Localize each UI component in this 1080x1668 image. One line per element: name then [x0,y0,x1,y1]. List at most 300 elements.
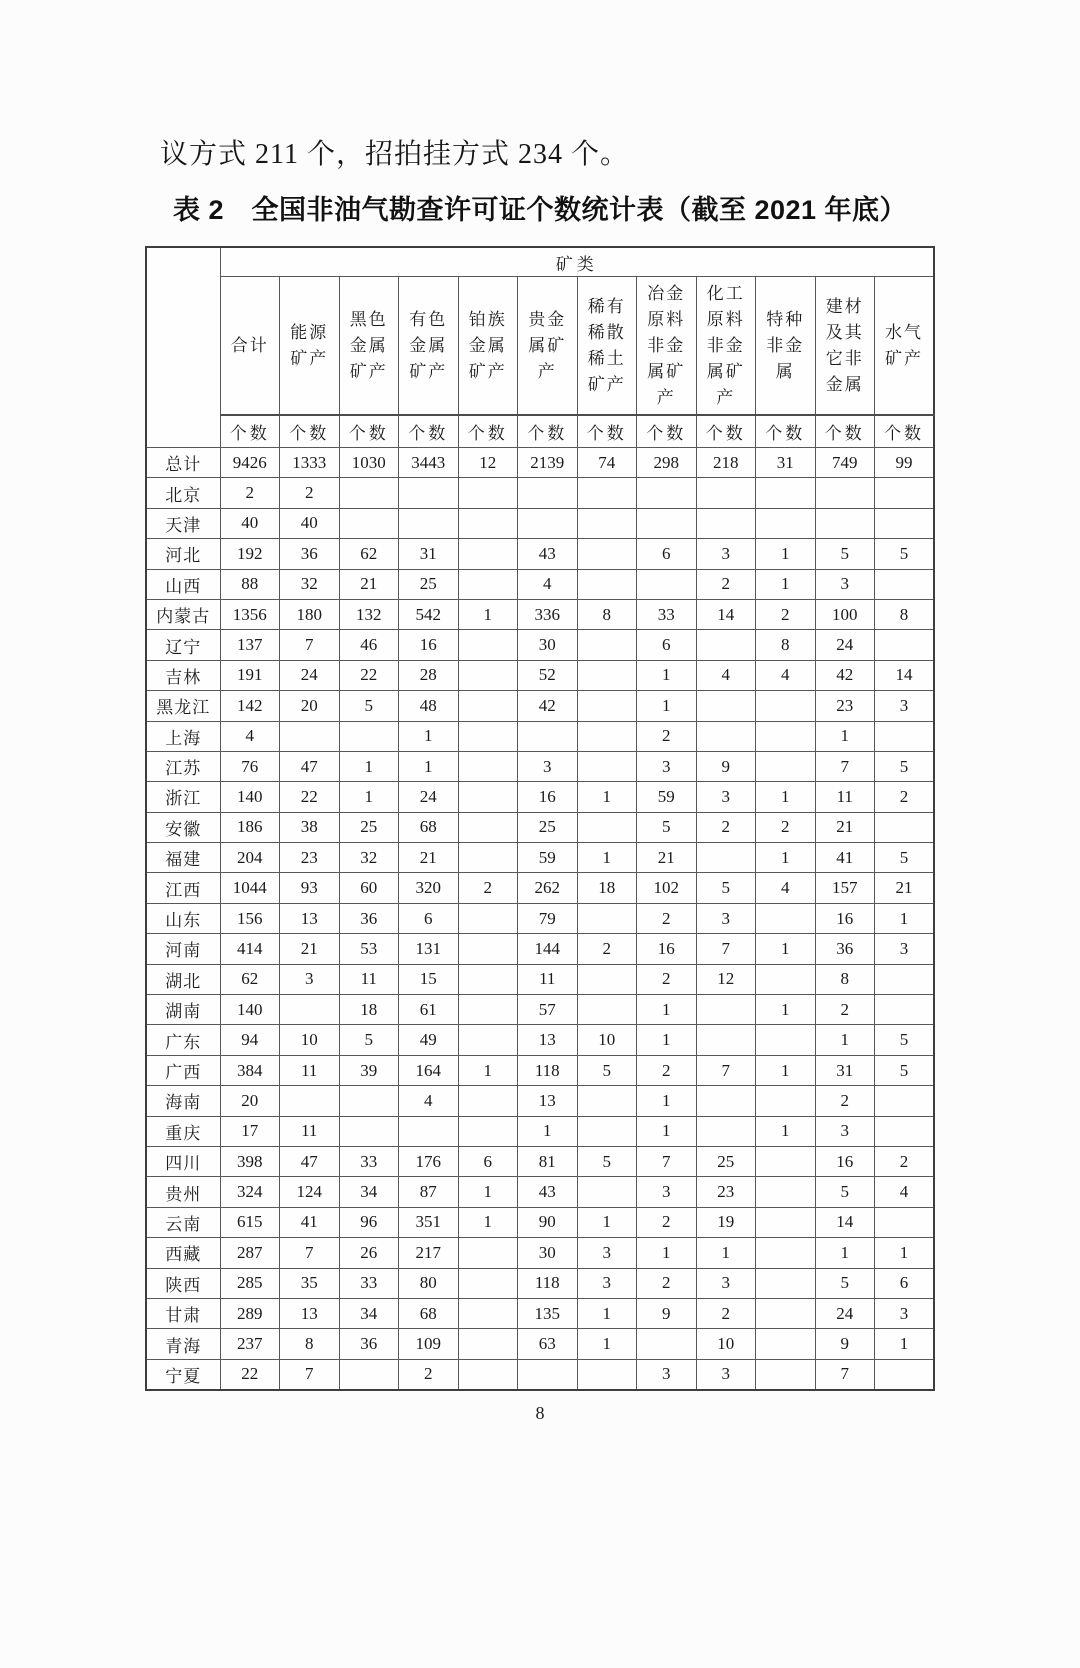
data-cell [756,1268,816,1298]
data-cell: 1 [756,843,816,873]
data-cell: 298 [637,448,697,478]
column-header: 有色金属矿产 [399,277,459,416]
data-cell: 5 [577,1055,637,1085]
data-cell: 3 [875,691,935,721]
data-cell: 36 [339,1329,399,1359]
data-cell: 23 [280,843,340,873]
data-cell: 1030 [339,448,399,478]
row-label: 江西 [146,873,220,903]
row-label: 云南 [146,1207,220,1237]
data-cell [756,1086,816,1116]
data-cell: 3 [280,964,340,994]
unit-label: 个数 [339,415,399,448]
data-cell: 16 [815,1146,875,1176]
data-cell: 109 [399,1329,459,1359]
data-cell: 11 [280,1055,340,1085]
data-cell: 1 [399,751,459,781]
data-cell [696,995,756,1025]
data-cell: 11 [280,1116,340,1146]
data-cell: 1 [815,1025,875,1055]
data-cell [339,478,399,508]
data-cell: 2 [637,1268,697,1298]
data-cell: 1 [339,751,399,781]
data-cell: 38 [280,812,340,842]
row-label: 海南 [146,1086,220,1116]
data-cell [458,964,518,994]
data-cell [756,903,816,933]
data-cell: 100 [815,599,875,629]
data-cell: 102 [637,873,697,903]
data-cell [280,1086,340,1116]
data-cell [577,964,637,994]
row-label: 陕西 [146,1268,220,1298]
data-cell [458,903,518,933]
data-cell: 2 [696,1298,756,1328]
data-cell: 87 [399,1177,459,1207]
data-cell: 5 [815,539,875,569]
data-cell [756,508,816,538]
data-cell [458,1025,518,1055]
data-cell [458,1359,518,1389]
data-cell: 22 [280,782,340,812]
data-cell [696,843,756,873]
data-cell: 7 [696,934,756,964]
data-cell: 2139 [518,448,578,478]
data-cell: 13 [518,1025,578,1055]
data-cell: 20 [220,1086,280,1116]
table-row [146,782,934,812]
data-cell: 3 [696,1359,756,1389]
group-header-row [146,247,934,277]
data-cell: 13 [280,903,340,933]
data-cell: 132 [339,599,399,629]
data-cell: 41 [280,1207,340,1237]
data-cell: 10 [280,1025,340,1055]
data-cell: 14 [815,1207,875,1237]
data-cell: 1 [875,903,935,933]
data-cell: 13 [518,1086,578,1116]
data-cell: 6 [458,1146,518,1176]
data-cell: 6 [399,903,459,933]
row-label: 河南 [146,934,220,964]
row-label: 内蒙古 [146,599,220,629]
data-cell [756,721,816,751]
data-cell: 31 [399,539,459,569]
data-cell: 262 [518,873,578,903]
data-cell [875,812,935,842]
data-cell: 5 [815,1177,875,1207]
data-cell: 1 [577,843,637,873]
table-row [146,964,934,994]
data-cell: 157 [815,873,875,903]
data-cell: 5 [875,751,935,781]
data-cell [280,995,340,1025]
data-cell [577,660,637,690]
data-cell: 33 [637,599,697,629]
data-cell: 26 [339,1238,399,1268]
data-cell: 42 [518,691,578,721]
data-cell: 41 [815,843,875,873]
data-cell: 7 [815,1359,875,1389]
data-cell [399,1116,459,1146]
data-cell: 192 [220,539,280,569]
data-cell [280,721,340,751]
row-label: 辽宁 [146,630,220,660]
data-cell: 3 [577,1268,637,1298]
table-row [146,1238,934,1268]
unit-label: 个数 [220,415,280,448]
data-cell: 24 [280,660,340,690]
row-label: 上海 [146,721,220,751]
data-cell [875,1207,935,1237]
data-cell [518,721,578,751]
data-cell: 1 [458,1055,518,1085]
data-cell: 22 [339,660,399,690]
data-cell: 36 [339,903,399,933]
data-cell: 40 [220,508,280,538]
table-row [146,448,934,478]
data-cell: 3 [696,782,756,812]
data-cell: 2 [577,934,637,964]
table-row [146,1268,934,1298]
data-cell [756,1359,816,1389]
data-cell [756,1238,816,1268]
row-label: 宁夏 [146,1359,220,1389]
data-cell: 1 [637,1238,697,1268]
column-header: 建材及其它非金属 [815,277,875,416]
column-header: 冶金原料非金属矿产 [637,277,697,416]
data-cell: 351 [399,1207,459,1237]
data-cell: 59 [518,843,578,873]
data-cell [577,539,637,569]
row-label: 安徽 [146,812,220,842]
data-cell: 68 [399,1298,459,1328]
data-cell [875,1116,935,1146]
data-cell: 2 [280,478,340,508]
data-cell: 47 [280,751,340,781]
data-cell: 10 [696,1329,756,1359]
table-row [146,508,934,538]
data-cell: 6 [875,1268,935,1298]
data-cell [875,721,935,751]
row-label: 浙江 [146,782,220,812]
data-cell: 21 [875,873,935,903]
data-cell [756,1177,816,1207]
data-cell: 1 [518,1116,578,1146]
data-cell: 31 [756,448,816,478]
data-cell [458,1268,518,1298]
data-cell [458,1329,518,1359]
data-cell: 11 [518,964,578,994]
data-cell [637,508,697,538]
data-cell: 4 [756,660,816,690]
data-cell [458,751,518,781]
data-cell: 16 [518,782,578,812]
data-cell: 47 [280,1146,340,1176]
column-header: 合计 [220,277,280,416]
data-cell [458,782,518,812]
data-cell [339,1086,399,1116]
data-cell: 15 [399,964,459,994]
data-cell: 20 [280,691,340,721]
corner-cell [146,247,220,448]
data-cell: 2 [696,812,756,842]
data-cell: 48 [399,691,459,721]
table-row [146,843,934,873]
data-cell: 1 [458,599,518,629]
data-cell [637,478,697,508]
data-cell: 542 [399,599,459,629]
data-cell: 59 [637,782,697,812]
column-header: 化工原料非金属矿产 [696,277,756,416]
data-cell [875,569,935,599]
row-label: 四川 [146,1146,220,1176]
data-cell: 21 [339,569,399,599]
row-label: 江苏 [146,751,220,781]
data-cell [756,1298,816,1328]
data-cell: 76 [220,751,280,781]
data-cell: 25 [339,812,399,842]
data-cell [577,751,637,781]
data-cell: 53 [339,934,399,964]
data-cell: 1 [339,782,399,812]
data-cell: 2 [815,1086,875,1116]
intro-paragraph: 议方式 211 个，招拍挂方式 234 个。 [160,139,629,170]
data-cell [458,1086,518,1116]
table-row [146,995,934,1025]
data-cell: 4 [220,721,280,751]
data-cell: 1 [815,1238,875,1268]
data-cell [518,1359,578,1389]
license-stats-table [145,246,935,1391]
data-cell: 3 [875,1298,935,1328]
data-cell: 2 [815,995,875,1025]
column-header: 能源矿产 [280,277,340,416]
data-cell: 4 [756,873,816,903]
data-cell: 2 [756,599,816,629]
data-cell: 1 [756,934,816,964]
data-cell: 2 [637,964,697,994]
data-cell: 7 [696,1055,756,1085]
data-cell: 18 [339,995,399,1025]
data-cell: 10 [577,1025,637,1055]
data-cell: 204 [220,843,280,873]
data-cell [458,691,518,721]
row-label: 甘肃 [146,1298,220,1328]
unit-label: 个数 [280,415,340,448]
data-cell: 23 [696,1177,756,1207]
table-row [146,1329,934,1359]
data-cell [756,1207,816,1237]
data-cell [458,478,518,508]
data-cell: 124 [280,1177,340,1207]
data-cell: 191 [220,660,280,690]
unit-label: 个数 [815,415,875,448]
data-cell: 5 [577,1146,637,1176]
data-cell: 93 [280,873,340,903]
data-cell: 60 [339,873,399,903]
data-cell: 2 [696,569,756,599]
data-cell: 7 [637,1146,697,1176]
data-cell: 9 [637,1298,697,1328]
row-label: 湖北 [146,964,220,994]
data-cell: 18 [577,873,637,903]
data-cell: 3 [577,1238,637,1268]
data-cell: 3 [815,1116,875,1146]
data-cell: 17 [220,1116,280,1146]
data-cell [577,1177,637,1207]
data-cell: 3 [875,934,935,964]
data-cell: 1 [399,721,459,751]
data-cell: 57 [518,995,578,1025]
data-cell: 61 [399,995,459,1025]
data-cell: 32 [280,569,340,599]
data-cell [458,843,518,873]
data-cell: 142 [220,691,280,721]
data-cell: 1356 [220,599,280,629]
table-row [146,691,934,721]
data-cell: 21 [399,843,459,873]
data-cell: 25 [518,812,578,842]
data-cell: 1 [756,1055,816,1085]
data-cell [458,630,518,660]
row-label: 总计 [146,448,220,478]
data-cell: 7 [815,751,875,781]
data-cell: 1 [637,660,697,690]
unit-label: 个数 [577,415,637,448]
data-cell: 90 [518,1207,578,1237]
table-row [146,1359,934,1389]
document-page [0,141,1080,1668]
data-cell: 9426 [220,448,280,478]
column-names-row [146,277,934,416]
data-cell: 7 [280,630,340,660]
data-cell [577,903,637,933]
unit-label: 个数 [875,415,935,448]
data-cell: 285 [220,1268,280,1298]
data-cell [577,721,637,751]
data-cell: 144 [518,934,578,964]
row-label: 河北 [146,539,220,569]
data-cell: 1 [756,569,816,599]
table-row [146,569,934,599]
data-cell: 21 [637,843,697,873]
unit-label: 个数 [399,415,459,448]
data-cell [577,995,637,1025]
data-cell: 22 [220,1359,280,1389]
data-cell: 40 [280,508,340,538]
table-title: 表 2 全国非油气勘查许可证个数统计表（截至 2021 年底） [172,195,908,225]
data-cell [339,1116,399,1146]
data-cell: 2 [756,812,816,842]
data-cell: 4 [875,1177,935,1207]
data-cell: 1 [756,782,816,812]
data-cell: 287 [220,1238,280,1268]
data-cell: 237 [220,1329,280,1359]
table-row [146,903,934,933]
data-cell: 1 [756,995,816,1025]
data-cell: 615 [220,1207,280,1237]
data-cell: 1333 [280,448,340,478]
data-cell: 28 [399,660,459,690]
data-cell [458,1298,518,1328]
data-cell [458,1116,518,1146]
data-cell: 11 [339,964,399,994]
data-cell [399,478,459,508]
data-cell: 131 [399,934,459,964]
data-cell: 62 [220,964,280,994]
data-cell: 42 [815,660,875,690]
table-row [146,1116,934,1146]
data-cell: 33 [339,1268,399,1298]
data-cell: 23 [815,691,875,721]
data-cell: 9 [815,1329,875,1359]
data-cell [339,1359,399,1389]
data-cell [577,508,637,538]
table-row [146,1177,934,1207]
data-cell: 176 [399,1146,459,1176]
table-row [146,934,934,964]
data-cell: 1 [637,1116,697,1146]
data-cell: 324 [220,1177,280,1207]
data-cell: 99 [875,448,935,478]
data-cell [875,508,935,538]
data-cell: 218 [696,448,756,478]
data-cell: 68 [399,812,459,842]
table-row [146,1086,934,1116]
data-cell: 5 [696,873,756,903]
table-row [146,812,934,842]
data-cell: 46 [339,630,399,660]
table-row [146,1055,934,1085]
data-cell [577,478,637,508]
data-cell: 118 [518,1268,578,1298]
data-cell: 5 [875,843,935,873]
data-cell: 36 [280,539,340,569]
data-cell: 4 [518,569,578,599]
data-cell [756,751,816,781]
data-cell: 320 [399,873,459,903]
data-cell: 16 [399,630,459,660]
row-label: 福建 [146,843,220,873]
data-cell: 3443 [399,448,459,478]
data-cell: 180 [280,599,340,629]
data-cell [577,1086,637,1116]
data-cell: 2 [637,903,697,933]
data-cell: 1 [637,1086,697,1116]
data-cell: 1 [458,1177,518,1207]
data-cell: 14 [875,660,935,690]
data-cell [696,1025,756,1055]
data-cell: 2 [637,1055,697,1085]
row-label: 贵州 [146,1177,220,1207]
data-cell: 3 [637,751,697,781]
data-cell [756,964,816,994]
row-label: 黑龙江 [146,691,220,721]
data-cell: 289 [220,1298,280,1328]
data-cell: 34 [339,1177,399,1207]
data-cell: 7 [280,1359,340,1389]
table-row [146,751,934,781]
unit-label: 个数 [756,415,816,448]
table-row [146,873,934,903]
column-header: 铂族金属矿产 [458,277,518,416]
data-cell: 5 [339,1025,399,1055]
data-cell: 2 [399,1359,459,1389]
data-cell: 1 [637,995,697,1025]
row-label: 山东 [146,903,220,933]
data-cell: 8 [577,599,637,629]
